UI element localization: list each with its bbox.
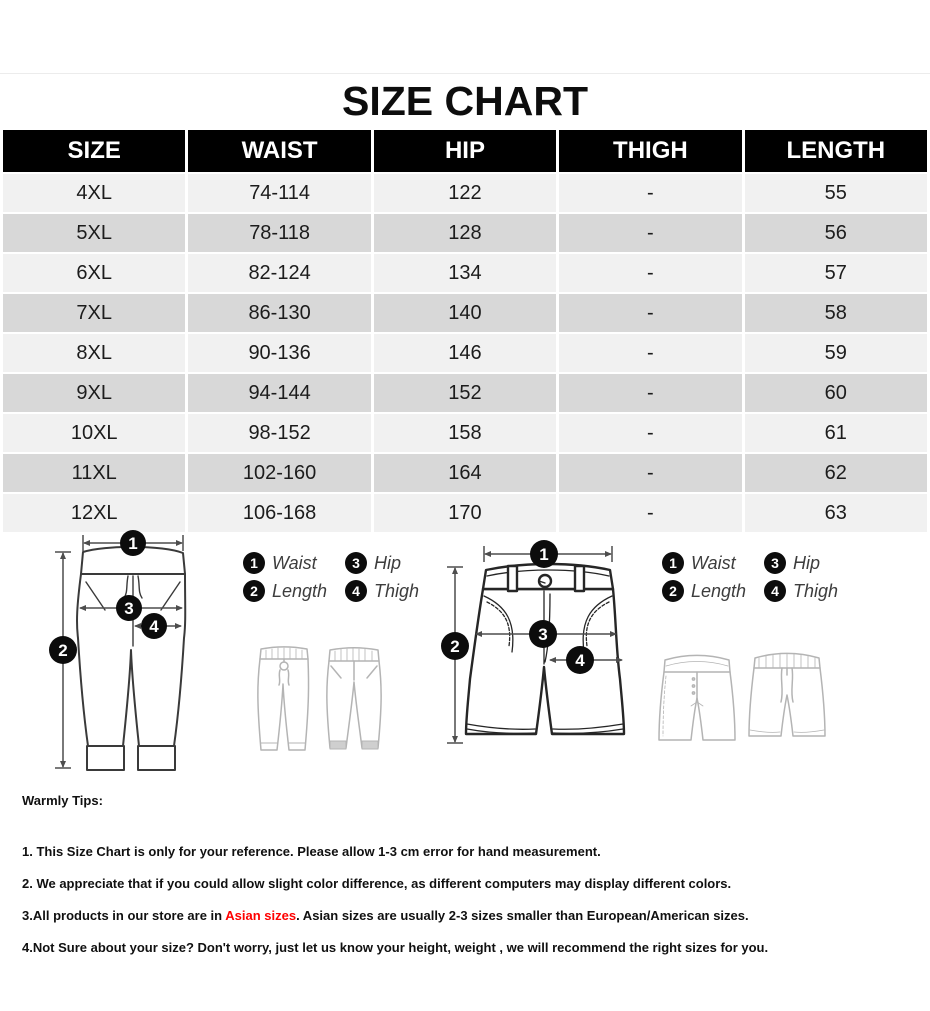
legend-label: Hip	[374, 552, 402, 573]
legend-label: Hip	[793, 552, 821, 573]
table-cell: 94-144	[188, 374, 370, 412]
marker-4: 4	[575, 651, 585, 670]
table-cell: 9XL	[3, 374, 185, 412]
badge-1: 1	[662, 552, 684, 574]
table-cell: -	[559, 454, 741, 492]
table-cell: 12XL	[3, 494, 185, 532]
table-cell: 57	[745, 254, 927, 292]
table-cell: 106-168	[188, 494, 370, 532]
table-cell: 59	[745, 334, 927, 372]
column-header-size: SIZE	[3, 130, 185, 172]
page-title: SIZE CHART	[342, 78, 588, 124]
table-cell: -	[559, 494, 741, 532]
table-cell: -	[559, 174, 741, 212]
legend-label: Waist	[272, 552, 317, 573]
legend-label: Thigh	[374, 580, 420, 601]
table-cell: 74-114	[188, 174, 370, 212]
size-table-header	[3, 130, 927, 172]
tip-3-prefix: 3.All products in our store are in	[22, 908, 226, 923]
table-row	[3, 454, 927, 492]
table-cell: -	[559, 374, 741, 412]
column-header-thigh: THIGH	[559, 130, 741, 172]
table-row	[3, 214, 927, 252]
table-cell: 90-136	[188, 334, 370, 372]
table-row	[3, 414, 927, 452]
warmly-tips-section	[22, 793, 917, 972]
table-cell: 10XL	[3, 414, 185, 452]
table-cell: 86-130	[188, 294, 370, 332]
marker-1: 1	[539, 545, 549, 564]
marker-3: 3	[538, 625, 548, 644]
legend-right	[662, 552, 838, 602]
tip-3	[22, 908, 917, 924]
table-cell: -	[559, 414, 741, 452]
badge-2: 2	[662, 580, 684, 602]
table-row	[3, 334, 927, 372]
pants-drawing	[77, 547, 185, 770]
table-cell: 102-160	[188, 454, 370, 492]
marker-1: 1	[128, 534, 138, 553]
table-cell: 98-152	[188, 414, 370, 452]
table-cell: 164	[374, 454, 556, 492]
mini-shorts-sketch-front	[656, 650, 738, 748]
legend-item-thigh	[345, 580, 419, 602]
table-cell: 134	[374, 254, 556, 292]
table-cell: 146	[374, 334, 556, 372]
table-row	[3, 374, 927, 412]
table-row	[3, 254, 927, 292]
legend-item-length	[662, 580, 764, 602]
tip-3-highlight: Asian sizes	[225, 908, 297, 923]
column-header-waist: WAIST	[188, 130, 370, 172]
tips-heading: Warmly Tips:	[22, 793, 103, 808]
legend-item-hip	[764, 552, 838, 574]
measurement-diagrams	[0, 528, 930, 790]
top-divider	[0, 73, 930, 74]
table-row	[3, 294, 927, 332]
table-cell: 128	[374, 214, 556, 252]
table-cell: 78-118	[188, 214, 370, 252]
badge-3: 3	[345, 552, 367, 574]
badge-1: 1	[243, 552, 265, 574]
table-cell: 4XL	[3, 174, 185, 212]
table-cell: 5XL	[3, 214, 185, 252]
badge-3: 3	[764, 552, 786, 574]
table-cell: 58	[745, 294, 927, 332]
legend-item-thigh	[764, 580, 838, 602]
badge-4: 4	[764, 580, 786, 602]
tip-2: 2. We appreciate that if you could allow slight color difference, as different computers may display different colors.	[22, 876, 732, 891]
table-cell: 6XL	[3, 254, 185, 292]
legend-item-length	[243, 580, 345, 602]
legend-label: Length	[272, 580, 328, 601]
shorts-measure-diagram	[444, 534, 649, 756]
legend-left	[243, 552, 419, 602]
legend-item-waist	[662, 552, 764, 574]
table-cell: 152	[374, 374, 556, 412]
table-cell: 158	[374, 414, 556, 452]
header-row	[3, 130, 927, 172]
badge-2: 2	[243, 580, 265, 602]
column-header-length: LENGTH	[745, 130, 927, 172]
legend-item-waist	[243, 552, 345, 574]
marker-2: 2	[58, 641, 68, 660]
table-cell: 7XL	[3, 294, 185, 332]
table-cell: 56	[745, 214, 927, 252]
mini-pants-sketch-back	[322, 644, 386, 758]
marker-2: 2	[450, 637, 460, 656]
mini-pants-sketch-front	[252, 644, 316, 758]
table-cell: 55	[745, 174, 927, 212]
table-cell: -	[559, 294, 741, 332]
table-cell: -	[559, 254, 741, 292]
table-cell: 62	[745, 454, 927, 492]
pants-measure-diagram	[50, 530, 235, 782]
legend-label: Waist	[691, 552, 736, 573]
table-cell: -	[559, 214, 741, 252]
table-cell: 140	[374, 294, 556, 332]
legend-item-hip	[345, 552, 419, 574]
marker-4: 4	[149, 617, 159, 636]
table-cell: 60	[745, 374, 927, 412]
legend-label: Length	[691, 580, 747, 601]
legend-label: Thigh	[793, 580, 839, 601]
size-table	[0, 128, 930, 534]
tip-4: 4.Not Sure about your size? Don't worry, just let us know your height, weight , we will recommend the right sizes for you.	[22, 940, 769, 955]
mini-shorts-sketch-drawstring	[746, 650, 828, 748]
size-table-body	[3, 174, 927, 532]
table-cell: 82-124	[188, 254, 370, 292]
badge-4: 4	[345, 580, 367, 602]
table-cell: 63	[745, 494, 927, 532]
table-row	[3, 174, 927, 212]
table-cell: -	[559, 334, 741, 372]
table-cell: 11XL	[3, 454, 185, 492]
column-header-hip: HIP	[374, 130, 556, 172]
shorts-drawing	[466, 564, 624, 734]
table-row	[3, 494, 927, 532]
marker-3: 3	[124, 599, 134, 618]
table-cell: 61	[745, 414, 927, 452]
table-cell: 170	[374, 494, 556, 532]
table-cell: 8XL	[3, 334, 185, 372]
tip-1: 1. This Size Chart is only for your reference. Please allow 1-3 cm error for hand measurement.	[22, 844, 601, 859]
table-cell: 122	[374, 174, 556, 212]
tip-3-suffix: . Asian sizes are usually 2-3 sizes smaller than European/American sizes.	[296, 908, 749, 923]
